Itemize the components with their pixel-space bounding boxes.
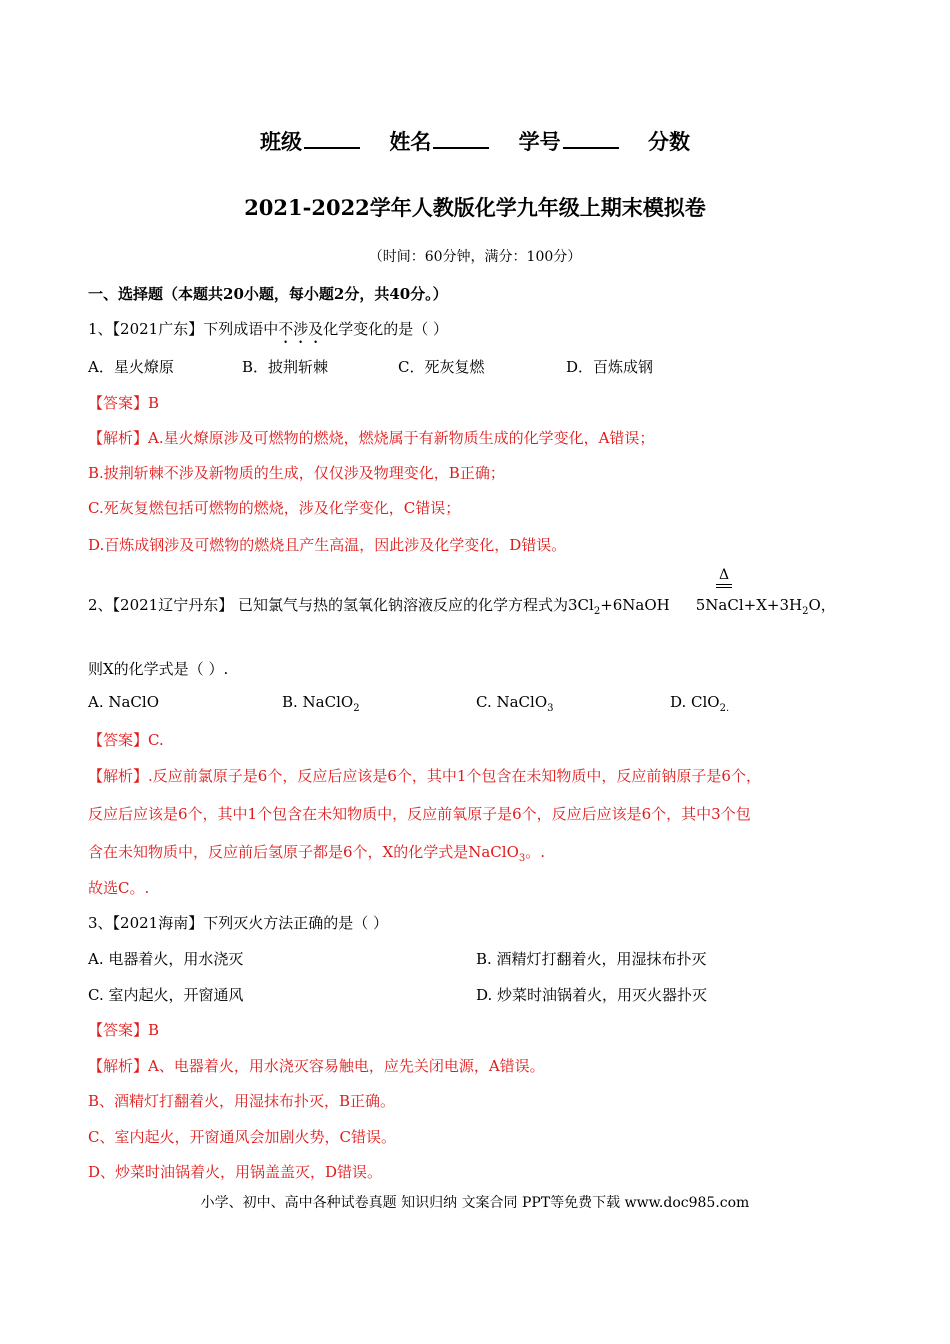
question-1-stem [88,318,448,347]
q1-analysis-line: 【解析】A.星火燎原涉及可燃物的燃烧，燃烧属于有新物质生成的化学变化，A错误； [88,429,655,447]
q3-option-c: C. 室内起火，开窗通风 [88,986,244,1004]
q3-analysis-line: 【解析】A、电器着火，用水浇灭容易触电，应先关闭电源，A错误。 [88,1057,545,1075]
q2-subscript: 2 [802,606,809,617]
name-blank[interactable] [433,129,489,149]
q2-option-a-text: A. NaClO [88,693,160,711]
q2-subscript: 2 [353,703,360,714]
question-2-stem-line2: 则X的化学式是（ ）. [88,660,229,678]
q2-analysis-line: 反应后应该是6个，其中1个包含在未知物质中，反应前氧原子是6个，反应后应该是6个，其中3个包 [88,805,751,823]
q2-analysis-text: 含在未知物质中，反应前后氢原子都是6个，X的化学式是NaClO [88,843,519,861]
q3-option-d: D. 炒菜时油锅着火，用灭火器扑灭 [476,986,708,1004]
class-label: 班级 [260,129,303,154]
q1-analysis-line: D.百炼成钢涉及可燃物的燃烧且产生高温，因此涉及化学变化，D错误。 [88,536,567,554]
q2-subscript: 2. [719,703,730,714]
q3-analysis-line: C、室内起火，开窗通风会加剧火势，C错误。 [88,1128,396,1146]
q3-analysis-line: B、酒精灯打翻着火，用湿抹布扑灭，B正确。 [88,1092,396,1110]
q1-emphasis: 不涉及 [278,320,324,338]
q3-option-a: A. 电器着火，用水浇灭 [88,950,244,968]
q1-option-b: B．披荆斩棘 [242,358,329,376]
q3-analysis-line: D、炒菜时油锅着火，用锅盖盖灭，D错误。 [88,1163,383,1181]
q1-prefix: 1、【2021广东】下列成语中 [88,320,279,338]
q3-answer: 【答案】B [88,1021,160,1039]
q2-subscript: 2 [593,606,601,617]
q2-stem-part: +6NaOH [600,596,670,614]
q2-analysis-line [88,841,545,864]
q2-analysis-line: 【解析】.反应前氯原子是6个，反应后应该是6个，其中1个包含在未知物质中，反应前钠原子是6个， [88,767,761,785]
q1-analysis-line: B.披荆斩棘不涉及新物质的生成，仅仅涉及物理变化，B正确； [88,464,505,482]
q2-analysis-line: 故选C。. [88,879,150,897]
id-blank[interactable] [563,129,619,149]
heat-symbol [716,568,732,588]
q2-option-b [282,693,360,714]
q2-stem-part: O， [808,596,836,614]
q2-option-d [670,693,729,714]
question-3-stem: 3、【2021海南】下列灭火方法正确的是（ ） [88,914,388,932]
score-label: 分数 [647,129,690,154]
q3-option-b: B. 酒精灯打翻着火，用湿抹布扑灭 [476,950,707,968]
q1-option-a: A．星火燎原 [88,358,174,376]
q2-option-d-text: D. ClO [670,693,720,711]
q2-option-a [88,693,159,711]
name-label: 姓名 [389,129,432,154]
q2-option-b-text: B. NaClO [282,693,354,711]
q2-subscript: 3 [547,703,554,714]
delta-symbol: Δ [718,567,730,583]
q1-analysis-line: C.死灰复燃包括可燃物的燃烧，涉及化学变化，C错误； [88,499,461,517]
class-blank[interactable] [304,129,360,149]
exam-info: （时间：60分钟，满分：100分） [368,249,582,265]
q2-stem-part: 5NaCl+X+3H [695,596,803,614]
q2-subscript: 3 [518,853,526,864]
q2-option-c-text: C. NaClO [476,693,548,711]
q2-answer: 【答案】C. [88,731,164,749]
q1-suffix: 化学变化的是（ ） [323,320,449,338]
page-footer: 小学、初中、高中各种试卷真题 知识归纳 文案合同 PPT等免费下载 www.doc985.com [200,1195,750,1211]
student-info-row [0,126,950,156]
page-title: 2021-2022学年人教版化学九年级上期末模拟卷 [244,195,706,220]
q1-answer: 【答案】B [88,394,160,412]
question-2-stem [88,594,836,617]
q1-option-c: C．死灰复燃 [398,358,485,376]
id-label: 学号 [518,129,561,154]
section-heading: 一、选择题（本题共20小题，每小题2分，共40分。） [88,285,448,303]
q2-analysis-text: 。. [525,843,546,861]
q1-option-d: D．百炼成钢 [566,358,654,376]
q2-option-c [476,693,554,714]
q2-stem-part: 2、【2021辽宁丹东】 已知氯气与热的氢氧化钠溶液反应的化学方程式为3Cl [88,596,594,614]
